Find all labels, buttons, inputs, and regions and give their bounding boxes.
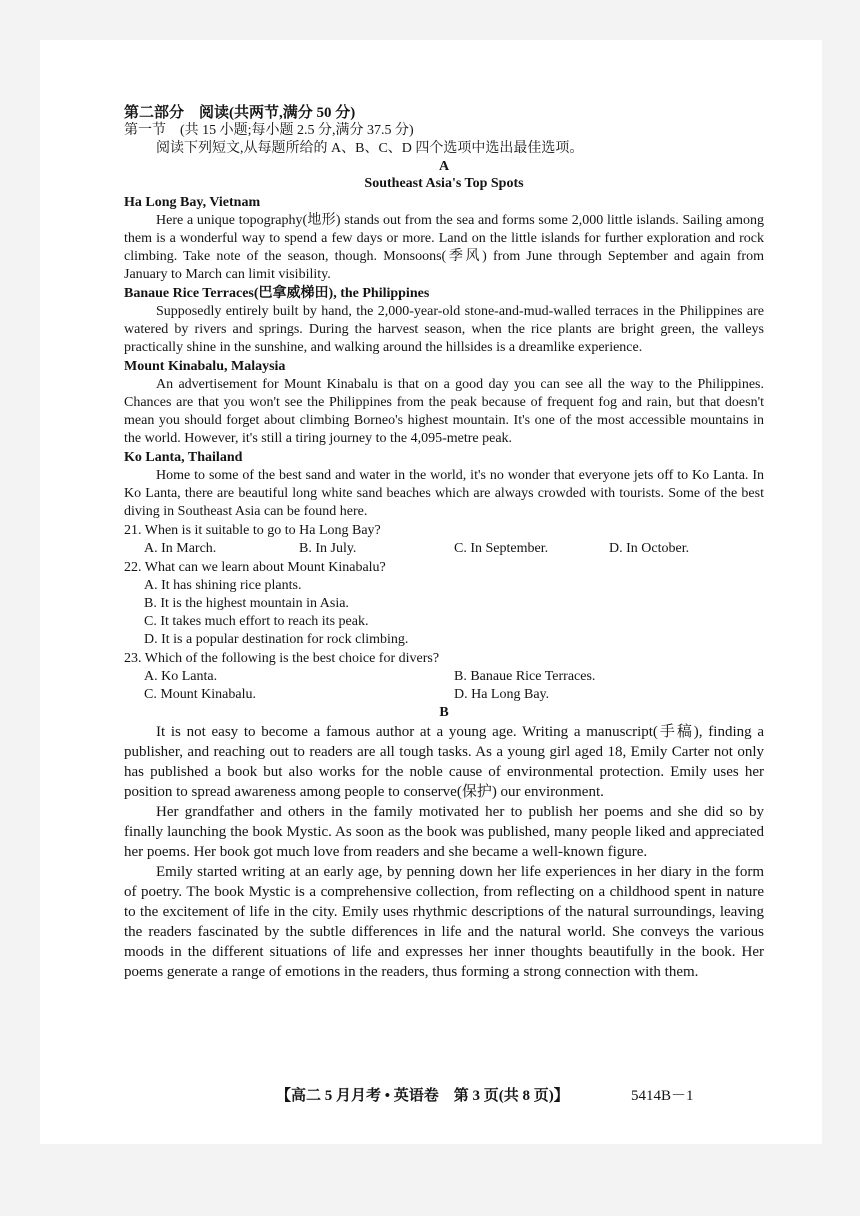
option-d[interactable]: D. In October.: [609, 541, 690, 556]
place-text-ko-lanta: Home to some of the best sand and water in the world, it's no wonder that everyone jets off to Ko Lanta. In Ko Lanta, there are beautiful long white sand beaches which are always crowded with tourists. Some of the best diving in Southeast Asia can be found here.: [124, 468, 764, 519]
question-22: [124, 559, 764, 649]
question-stem: 22. What can we learn about Mount Kinabalu?: [124, 560, 386, 575]
instruction-text: 阅读下列短文,从每题所给的 A、B、C、D 四个选项中选出最佳选项。: [156, 141, 584, 156]
passage-a-title: Southeast Asia's Top Spots: [364, 176, 524, 191]
paper-code: 5414B－1: [631, 1088, 694, 1104]
option-c[interactable]: C. Mount Kinabalu.: [144, 687, 256, 702]
passage-b: [124, 722, 764, 982]
option-a[interactable]: A. It has shining rice plants.: [144, 578, 302, 593]
place-heading-ko-lanta: Ko Lanta, Thailand: [124, 450, 243, 465]
option-d[interactable]: D. Ha Long Bay.: [454, 687, 550, 702]
option-a[interactable]: A. In March.: [144, 541, 217, 556]
page-footer: [276, 1084, 776, 1105]
passage-b-paragraph: It is not easy to become a famous author at a young age. Writing a manuscript(手稿), finding a publisher, and reaching out to readers are all tough tasks. As a young girl aged 18, Emily Carter not only has published a book but also works for the noble cause of environmental protection. Emily uses her position to spread awareness among people to conserve(保护) our environment.: [124, 724, 764, 800]
question-21: [124, 522, 764, 558]
option-c[interactable]: C. In September.: [454, 541, 549, 556]
place-heading-kinabalu: Mount Kinabalu, Malaysia: [124, 359, 286, 374]
passage-b-paragraph: Her grandfather and others in the family motivated her to publish her poems and she did so by finally launching the book Mystic. As soon as the book was published, many people liked and appreciated her poems. Her book got much love from readers and she became a well-known figure.: [124, 804, 764, 860]
options-row: [124, 686, 764, 704]
passage-b-paragraph: Emily started writing at an early age, by penning down her life experiences in her diary in the form of poetry. The book Mystic is a comprehensive collection, from reflecting on a childhood spent in nature to the excitement of life in the city. Emily uses rhythmic descriptions of the natural surroundings, leaving the readers fascinated by the subtle differences in life and the natural world. She conveys the various moods in the different situations of life and expresses her inner thoughts beautifully in the book. Her poems generate a range of emotions in the readers, thus forming a strong connection with them.: [124, 864, 764, 980]
option-b[interactable]: B. It is the highest mountain in Asia.: [144, 596, 349, 611]
option-b[interactable]: B. Banaue Rice Terraces.: [454, 669, 596, 684]
option-a[interactable]: A. Ko Lanta.: [144, 669, 218, 684]
option-c[interactable]: C. It takes much effort to reach its peak.: [144, 614, 369, 629]
place-heading-banaue: Banaue Rice Terraces(巴拿威梯田), the Philippines: [124, 286, 430, 301]
options-row: [124, 668, 764, 686]
passage-b-letter: B: [439, 705, 449, 720]
part-heading: 第二部分 阅读(共两节,满分 50 分): [124, 105, 356, 121]
option-d[interactable]: D. It is a popular destination for rock climbing.: [144, 632, 409, 647]
option-b[interactable]: B. In July.: [299, 541, 357, 556]
place-text-kinabalu: An advertisement for Mount Kinabalu is that on a good day you can see all the way to the Philippines. Chances are that you won't see the Philippines from the peak because of frequent fog and rain, but that doesn't mean you should forget about climbing Borneo's highest mountain. It's one of the most accessible mountains in the world. However, it's still a tiring journey to the 4,095-metre peak.: [124, 377, 764, 446]
page-content: [124, 104, 764, 982]
section-heading: 第一节 (共 15 小题;每小题 2.5 分,满分 37.5 分): [124, 123, 414, 138]
question-stem: 23. Which of the following is the best choice for divers?: [124, 651, 440, 666]
options-row: [124, 540, 764, 558]
place-text-banaue: Supposedly entirely built by hand, the 2,000-year-old stone-and-mud-walled terraces in the Philippines are watered by rivers and springs. During the harvest season, when the rice plants are bright green, the valleys practically shine in the sunshine, and walking around the hillsides is a dreamlike experience.: [124, 304, 764, 355]
passage-a-letter: A: [438, 159, 450, 174]
footer-label: 【高二 5 月月考 • 英语卷 第 3 页(共 8 页)】: [276, 1088, 569, 1104]
question-23: [124, 650, 764, 704]
place-heading-ha-long: Ha Long Bay, Vietnam: [124, 195, 261, 210]
place-text-ha-long: Here a unique topography(地形) stands out from the sea and forms some 2,000 little islands. Sailing among them is a wonderful way to spend a few days or more. Land on the little islands for further exploration and rock climbing. Take note of the season, though. Monsoons(季风) from June through September and again from January to March can limit visibility.: [124, 213, 764, 282]
question-stem: 21. When is it suitable to go to Ha Long Bay?: [124, 523, 381, 538]
